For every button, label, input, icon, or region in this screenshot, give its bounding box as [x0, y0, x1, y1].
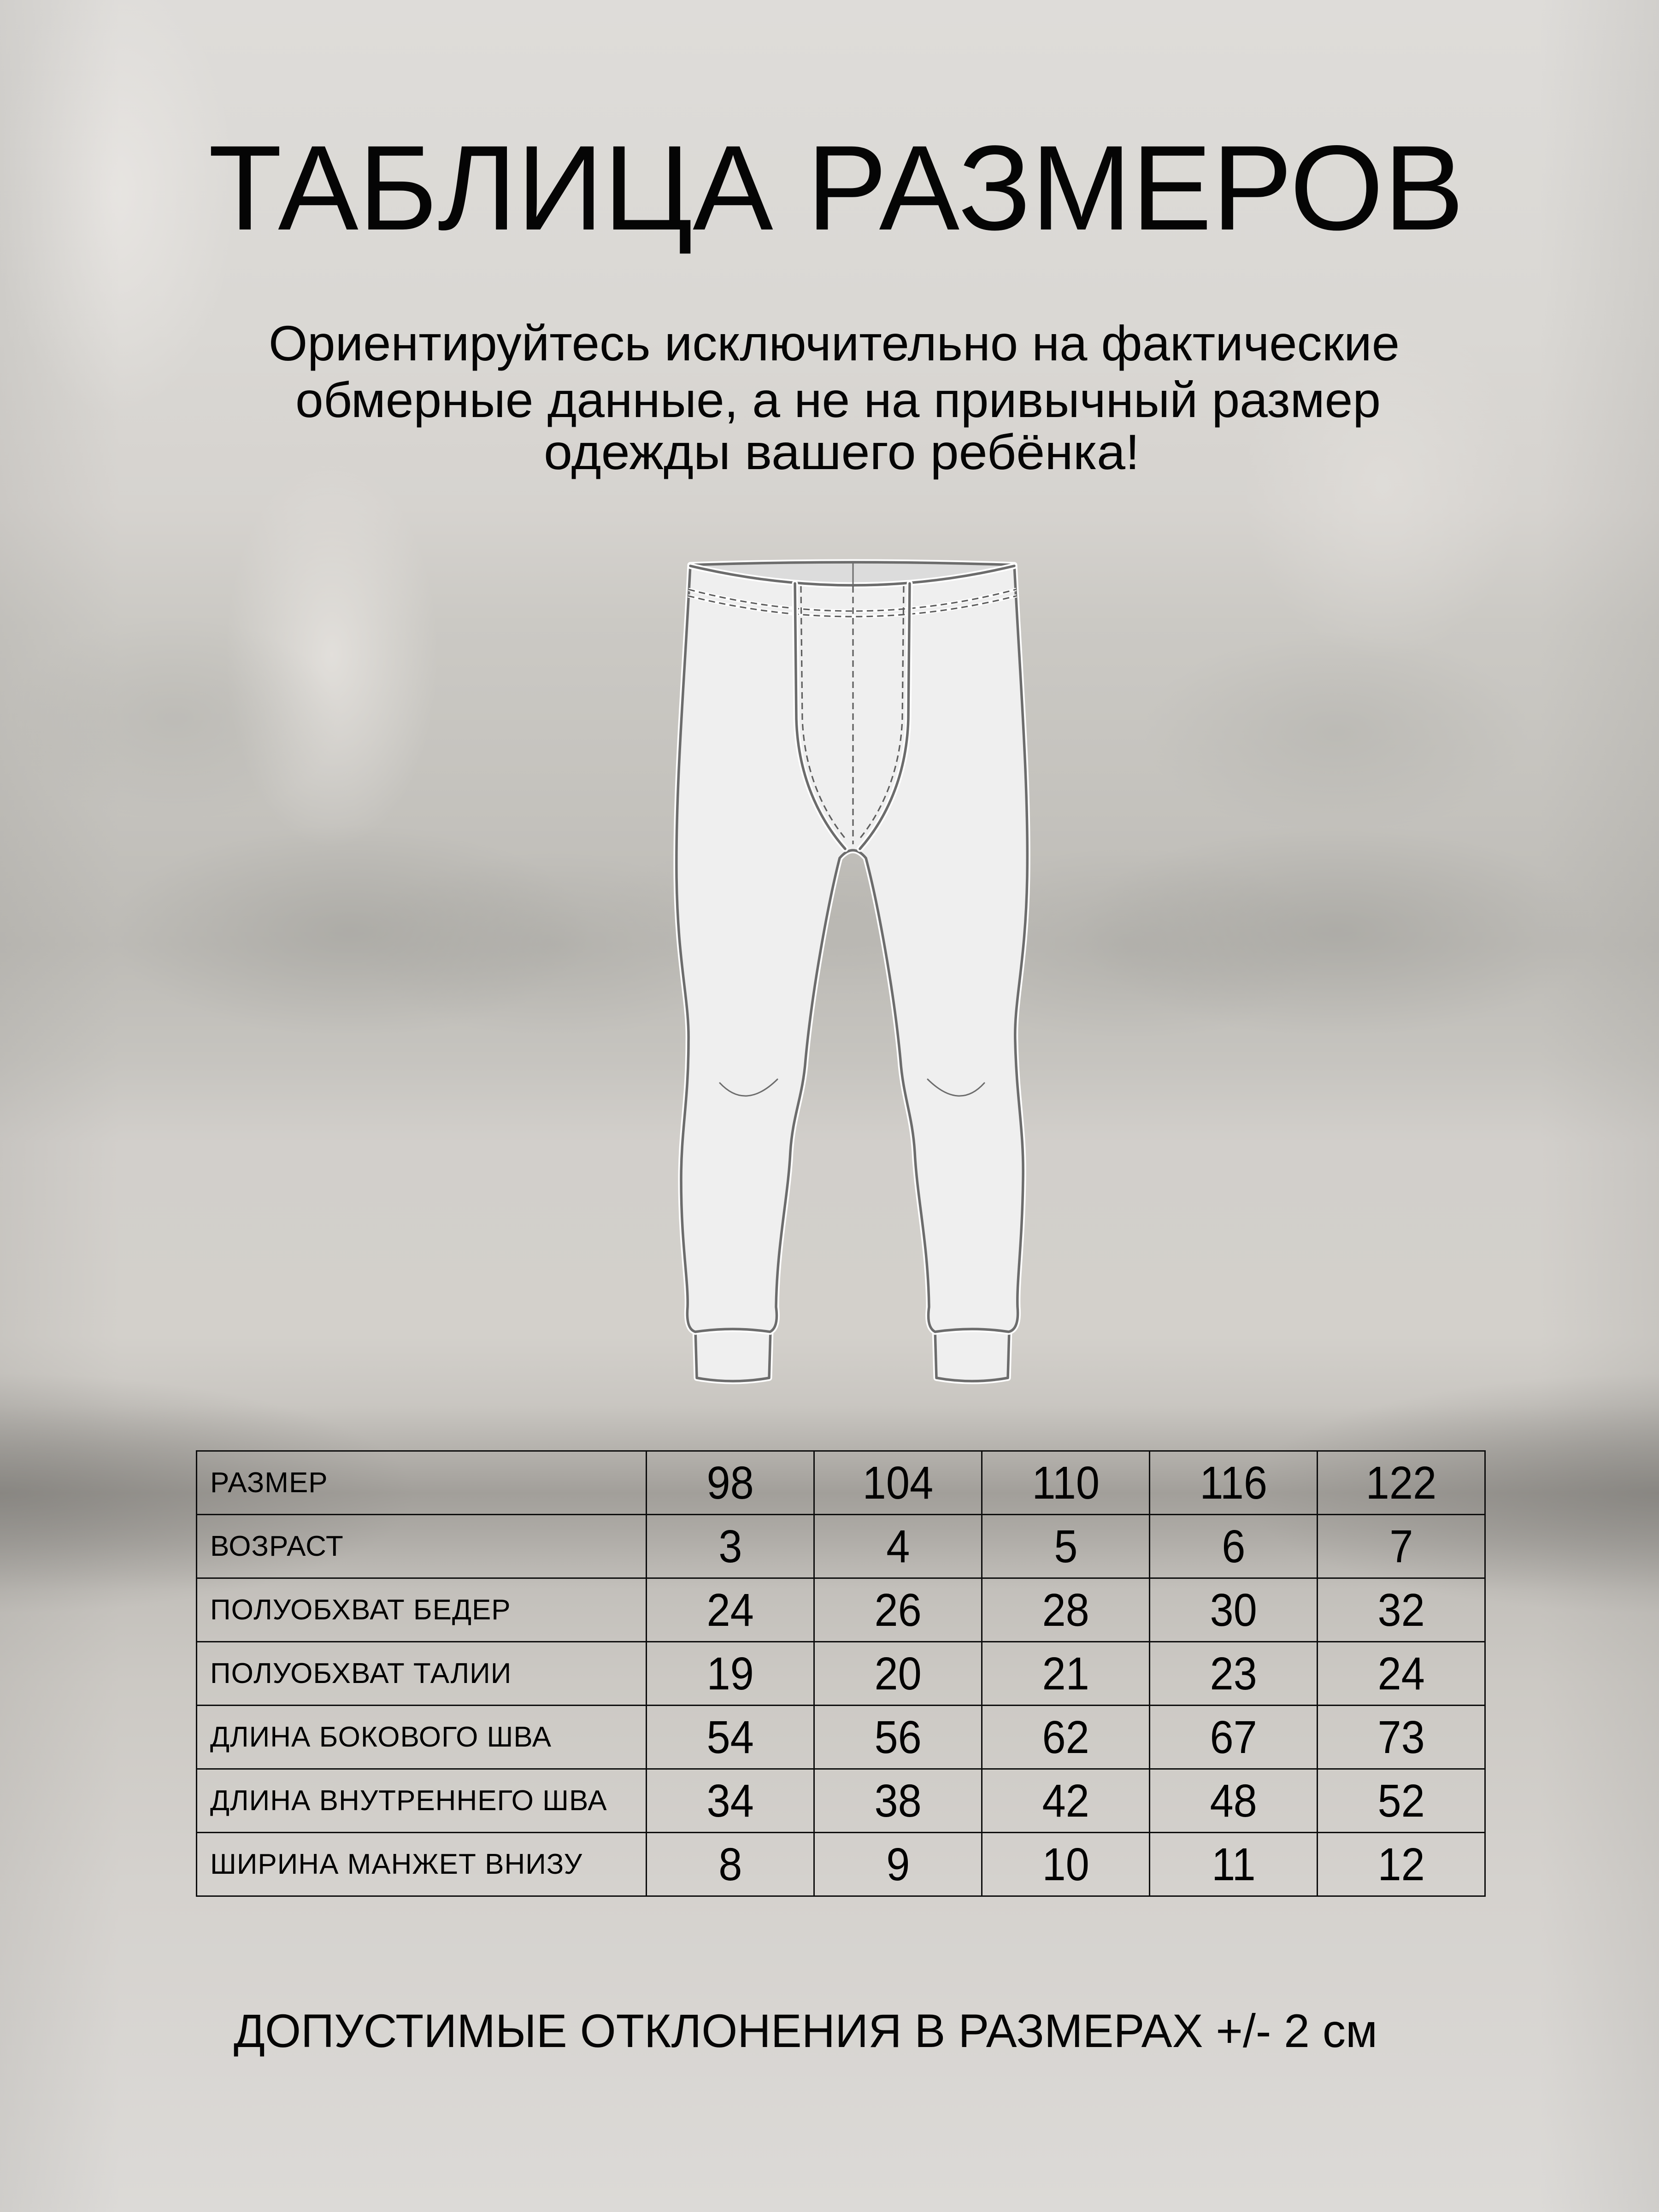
table-cell: 110	[982, 1451, 1150, 1515]
table-cell: 5	[982, 1515, 1150, 1578]
table-cell: 20	[814, 1642, 982, 1706]
table-cell: 9	[814, 1833, 982, 1896]
table-cell: 28	[982, 1578, 1150, 1642]
table-cell: 48	[1150, 1769, 1318, 1833]
row-label: ВОЗРАСТ	[197, 1515, 647, 1578]
row-label: РАЗМЕР	[197, 1451, 647, 1515]
table-row-cuff-width	[197, 1833, 1485, 1896]
table-cell: 62	[982, 1706, 1150, 1769]
table-cell: 122	[1318, 1451, 1485, 1515]
row-label: ШИРИНА МАНЖЕТ ВНИЗУ	[197, 1833, 647, 1896]
row-label: ПОЛУОБХВАТ БЕДЕР	[197, 1578, 647, 1642]
table-row-side-seam-length	[197, 1706, 1485, 1769]
table-row-size	[197, 1451, 1485, 1515]
subtitle-line-1: Ориентируйтесь исключительно на фактические	[269, 315, 1400, 371]
table-cell: 24	[1318, 1642, 1485, 1706]
table-cell: 12	[1318, 1833, 1485, 1896]
leggings-body	[677, 562, 1027, 1332]
left-cuff	[695, 1330, 771, 1381]
table-cell: 52	[1318, 1769, 1485, 1833]
row-label: ДЛИНА БОКОВОГО ШВА	[197, 1706, 647, 1769]
table-cell: 3	[647, 1515, 814, 1578]
subtitle-line-2: обмерные данные, а не на привычный размер	[295, 372, 1381, 428]
table-cell: 32	[1318, 1578, 1485, 1642]
right-cuff	[935, 1330, 1009, 1381]
table-cell: 10	[982, 1833, 1150, 1896]
table-cell: 30	[1150, 1578, 1318, 1642]
table-cell: 67	[1150, 1706, 1318, 1769]
row-label: ДЛИНА ВНУТРЕННЕГО ШВА	[197, 1769, 647, 1833]
table-cell: 21	[982, 1642, 1150, 1706]
table-cell: 7	[1318, 1515, 1485, 1578]
row-label: ПОЛУОБХВАТ ТАЛИИ	[197, 1642, 647, 1706]
table-cell: 26	[814, 1578, 982, 1642]
table-cell: 34	[647, 1769, 814, 1833]
table-cell: 19	[647, 1642, 814, 1706]
size-table	[196, 1450, 1486, 1897]
table-cell: 116	[1150, 1451, 1318, 1515]
table-cell: 8	[647, 1833, 814, 1896]
table-cell: 38	[814, 1769, 982, 1833]
tolerance-note: ДОПУСТИМЫЕ ОТКЛОНЕНИЯ В РАЗМЕРАХ +/- 2 см	[234, 2005, 1377, 2057]
table-cell: 104	[814, 1451, 982, 1515]
table-row-waist-half-girth	[197, 1642, 1485, 1706]
page-title: ТАБЛИЦА РАЗМЕРОВ	[208, 120, 1464, 255]
table-cell: 56	[814, 1706, 982, 1769]
table-row-age	[197, 1515, 1485, 1578]
table-cell: 54	[647, 1706, 814, 1769]
table-cell: 4	[814, 1515, 982, 1578]
table-cell: 6	[1150, 1515, 1318, 1578]
table-cell: 23	[1150, 1642, 1318, 1706]
table-cell: 98	[647, 1451, 814, 1515]
table-row-inseam-length	[197, 1769, 1485, 1833]
table-cell: 11	[1150, 1833, 1318, 1896]
table-cell: 42	[982, 1769, 1150, 1833]
table-row-hip-half-girth	[197, 1578, 1485, 1642]
table-cell: 24	[647, 1578, 814, 1642]
subtitle-line-3: одежды вашего ребёнка!	[544, 424, 1140, 480]
table-cell: 73	[1318, 1706, 1485, 1769]
